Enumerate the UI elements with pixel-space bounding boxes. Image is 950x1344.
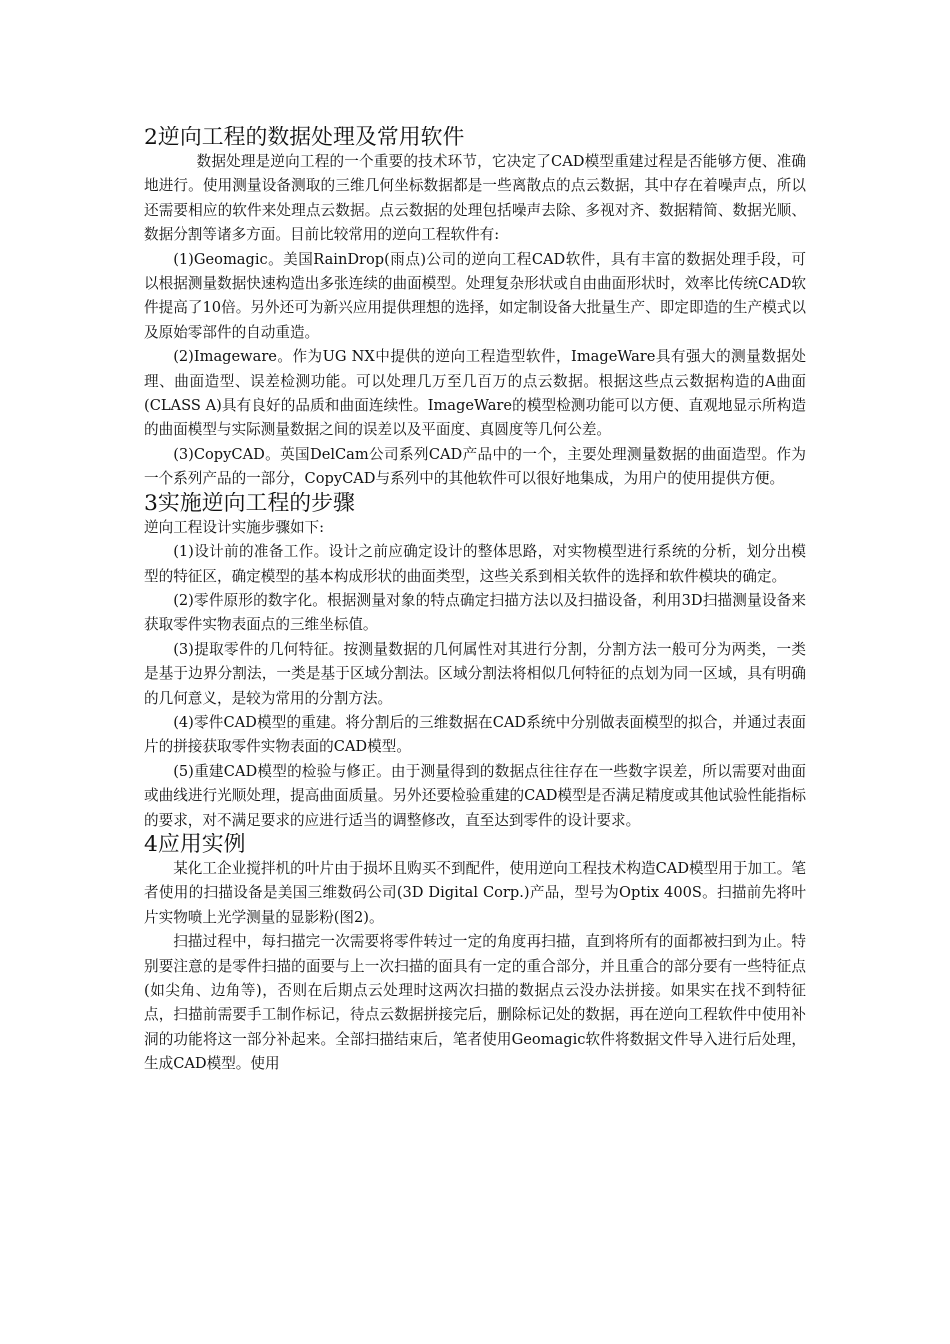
section-heading-3: 3实施逆向工程的步骤 [144, 491, 355, 516]
section-heading-2: 2逆向工程的数据处理及常用软件 [144, 126, 465, 150]
section-4-paragraph-2: 扫描过程中，每扫描完一次需要将零件转过一定的角度再扫描，直到将所有的面都被扫到为止。特别要注意的是零件扫描的面要与上一次扫描的面具有一定的重合部分，并且重合的部分要有一些特征点(如尖角、边角等)，否则在后期点云处理时这两次扫描的数据点云没办法拼接。如果实在找不到特征点，扫描前需要手工制作标记，待点云数据拼接完后，删除标记处的数据，再在逆向工程软件中使用补洞的功能将这一部分补起来。全部扫描结束后，笔者使用Geomagic软件将数据文件导入进行后处理，生成CAD模型。使用 [144, 933, 806, 1073]
section-3-step-1: (1)设计前的准备工作。设计之前应确定设计的整体思路，对实物模型进行系统的分析，划分出模型的特征区，确定模型的基本构成形状的曲面类型，这些关系到相关软件的选择和软件模块的确定。 [144, 543, 806, 585]
section-2-paragraph-1: 数据处理是逆向工程的一个重要的技术环节，它决定了CAD模型重建过程是否能够方便、准确地进行。使用测量设备测取的三维几何坐标数据都是一些离散点的点云数据，其中存在着噪声点，所以还需要相应的软件来处理点云数据。点云数据的处理包括噪声去除、多视对齐、数据精简、数据光顺、数据分割等诸多方面。目前比较常用的逆向工程软件有: [144, 153, 806, 244]
section-2-paragraph-copycad: (3)CopyCAD。英国DelCam公司系列CAD产品中的一个，主要处理测量数据的曲面造型。作为一个系列产品的一部分，CopyCAD与系列中的其他软件可以很好地集成，为用户的使用提供方便。 [144, 445, 806, 488]
section-3-step-3: (3)提取零件的几何特征。按测量数据的几何属性对其进行分割，分割方法一般可分为两类，一类是基于边界分割法，一类是基于区域分割法。区域分割法将相似几何特征的点划为同一区域，具有明确的几何意义，是较为常用的分割方法。 [144, 640, 806, 707]
section-heading-4: 4应用实例 [144, 832, 246, 857]
document-page [144, 126, 806, 1077]
section-3-step-4: (4)零件CAD模型的重建。将分割后的三维数据在CAD系统中分别做表面模型的拟合，并通过表面片的拼接获取零件实物表面的CAD模型。 [144, 713, 806, 756]
section-4-paragraph-1: 某化工企业搅拌机的叶片由于损坏且购买不到配件，使用逆向工程技术构造CAD模型用于加工。笔者使用的扫描设备是美国三维数码公司(3D Digital Corp.)产品，型号为Optix 400S。扫描前先将叶片实物喷上光学测量的显影粉(图2)。 [144, 859, 806, 926]
section-2-paragraph-imageware: (2)Imageware。作为UG NX中提供的逆向工程造型软件，ImageWare具有强大的测量数据处理、曲面造型、误差检测功能。可以处理几万至几百万的点云数据。根据这些点云数据构造的A曲面(CLASS A)具有良好的品质和曲面连续性。ImageWare的模型检测功能可以方便、直观地显示所构造的曲面模型与实际测量数据之间的误差以及平面度、真圆度等几何公差。 [144, 348, 806, 439]
section-2-paragraph-geomagic: (1)Geomagic。美国RainDrop(雨点)公司的逆向工程CAD软件，具有丰富的数据处理手段，可以根据测量数据快速构造出多张连续的曲面模型。处理复杂形状或自由曲面形状时，效率比传统CAD软件提高了10倍。另外还可为新兴应用提供理想的选择，如定制设备大批量生产、即定即造的生产模式以及原始零部件的自动重造。 [144, 250, 806, 341]
section-3-step-5: (5)重建CAD模型的检验与修正。由于测量得到的数据点往往存在一些数字误差，所以需要对曲面或曲线进行光顺处理，提高曲面质量。另外还要检验重建的CAD模型是否满足精度或其他试验性能指标的要求，对不满足要求的应进行适当的调整修改，直至达到零件的设计要求。 [144, 762, 806, 829]
section-3-intro: 逆向工程设计实施步骤如下: [144, 518, 325, 536]
section-3-step-2: (2)零件原形的数字化。根据测量对象的特点确定扫描方法以及扫描设备，利用3D扫描测量设备来获取零件实物表面点的三维坐标值。 [144, 591, 806, 634]
